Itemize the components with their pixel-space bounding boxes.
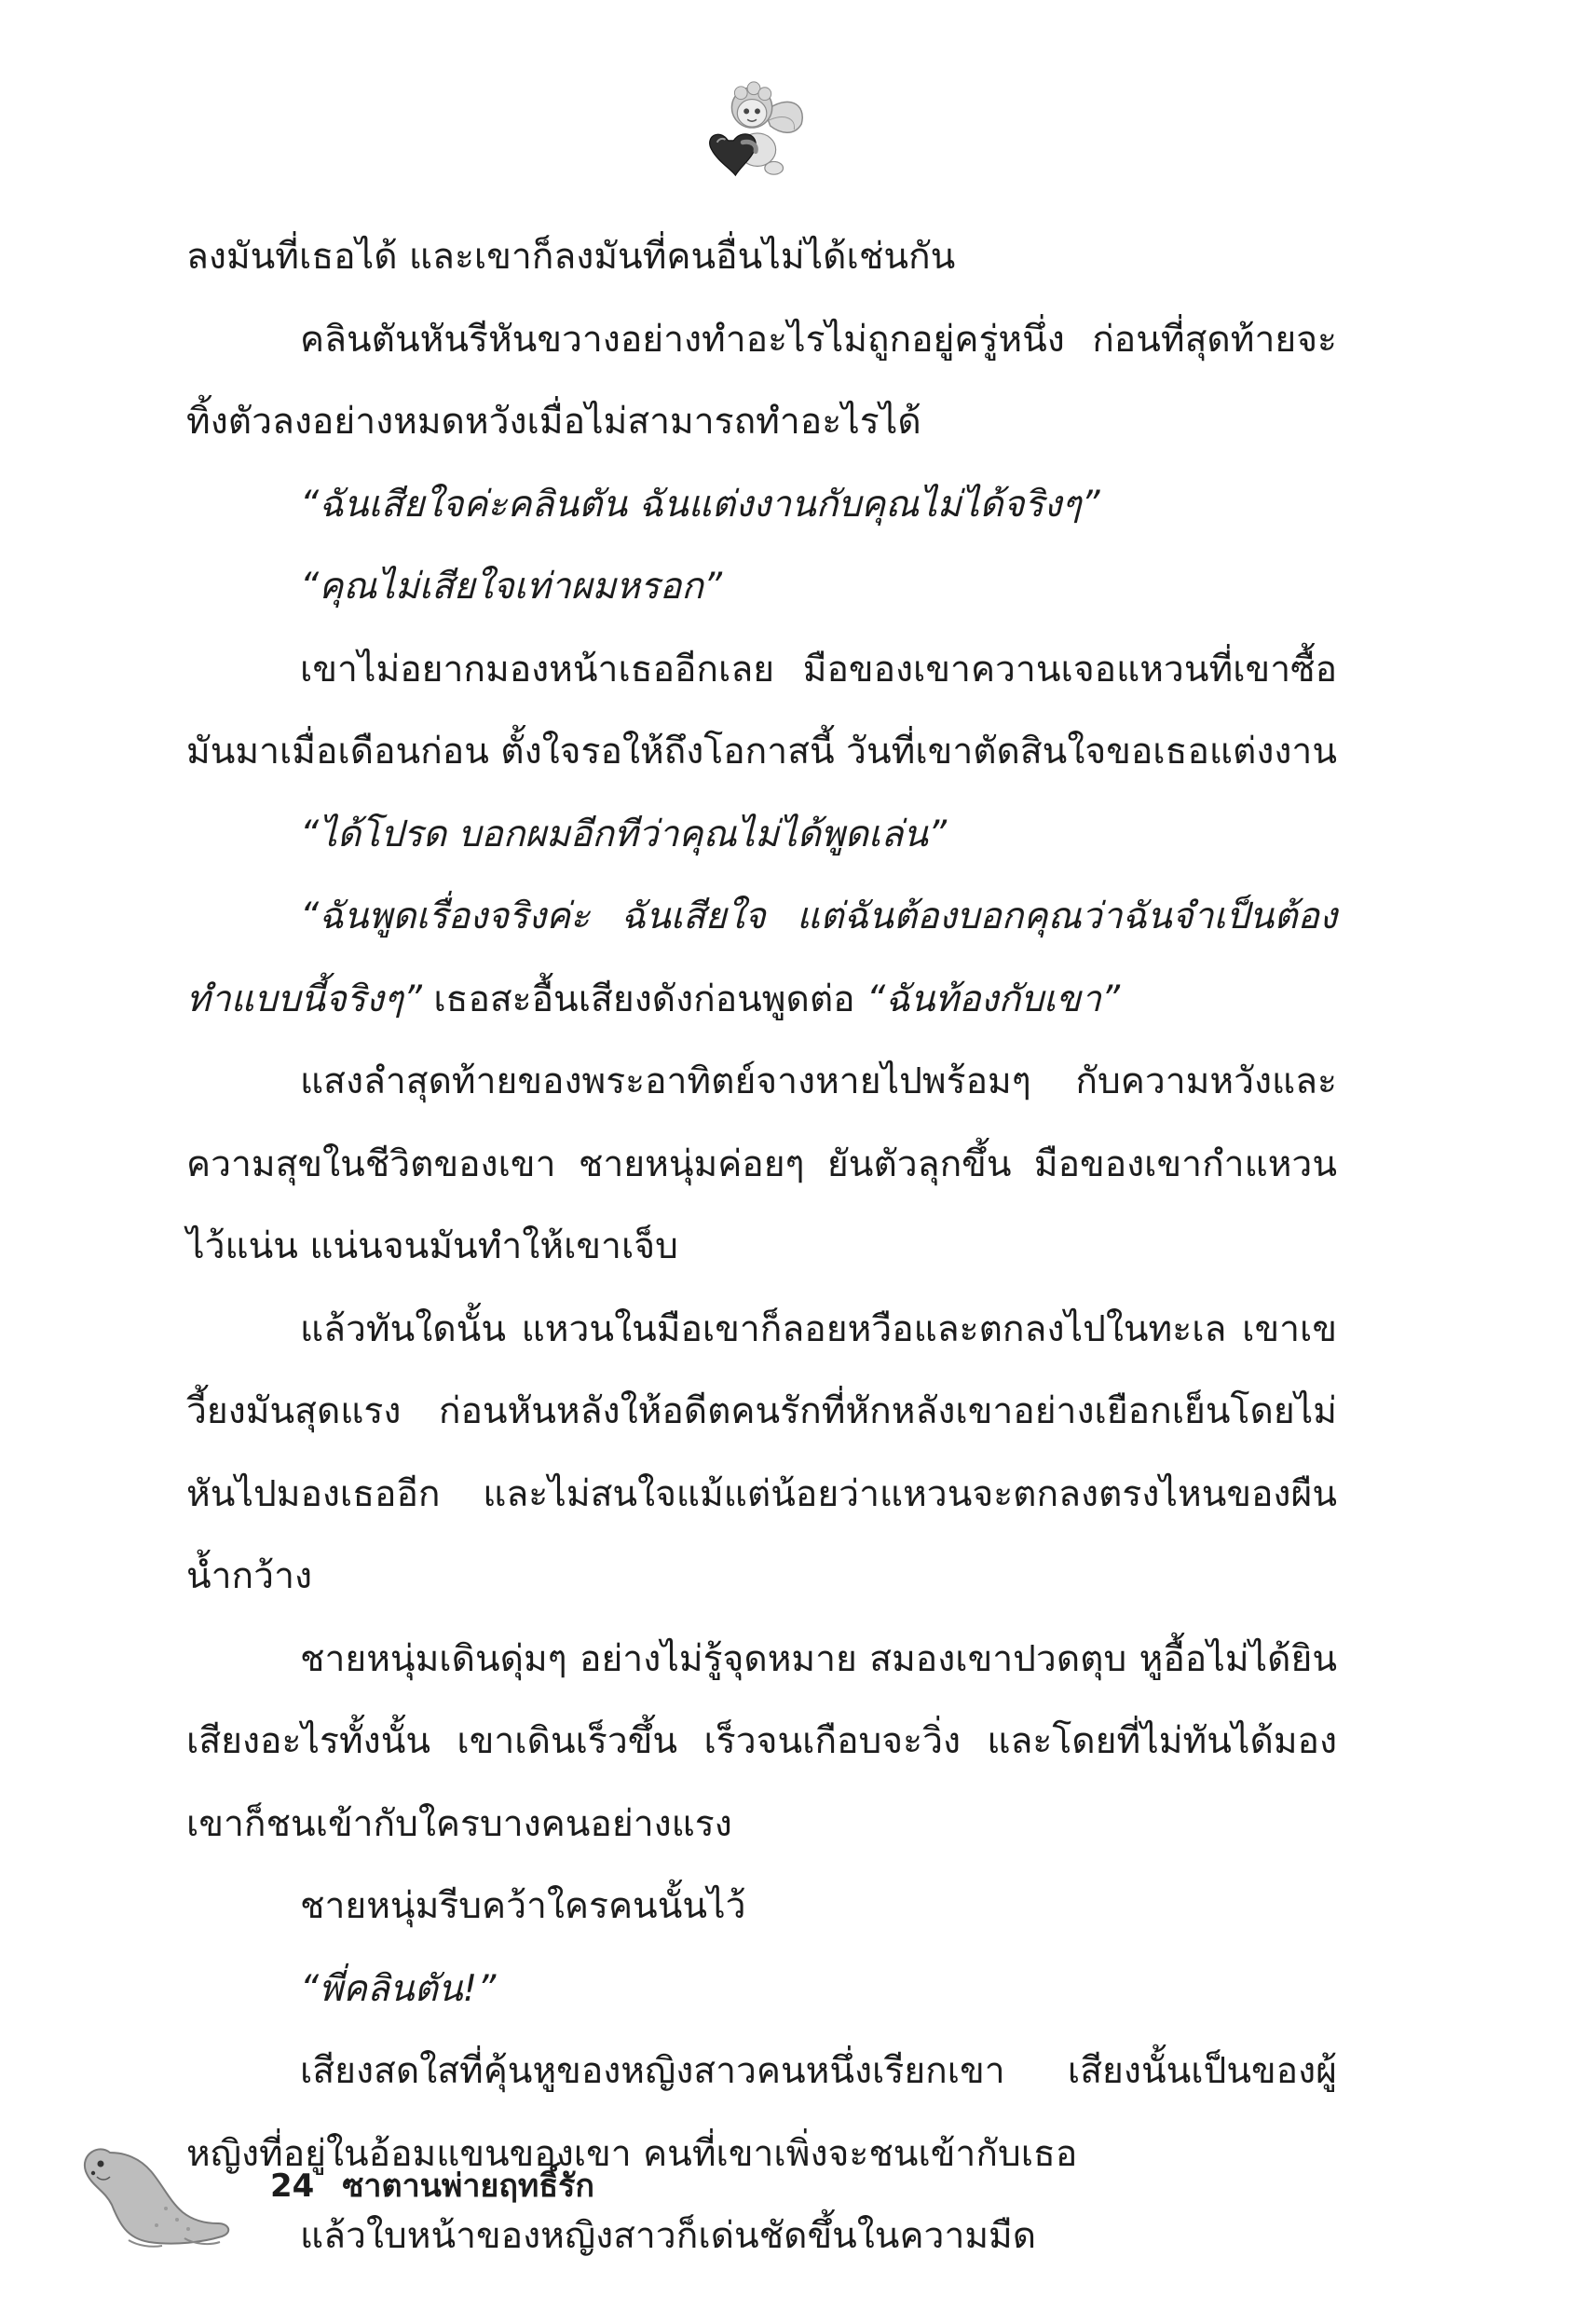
book-title: ซาตานพ่ายฤทธิ์รัก (342, 2167, 594, 2205)
paragraph-0 (186, 216, 1337, 299)
paragraph-5 (186, 794, 1337, 877)
text-run: เสียงสดใสที่คุ้นหูของหญิงสาวคนหนึ่งเรียกเขา เสียงนั้นเป็นของผู้หญิงที่อยู่ในอ้อมแขนของเขา คนที่เขาเพิ่งจะชนเข้ากับเธอ (186, 2050, 1337, 2175)
text-run: ชายหนุ่มรีบคว้าใครคนนั้นไว้ (300, 1885, 746, 1927)
paragraph-3 (186, 546, 1337, 629)
paragraph-2 (186, 464, 1337, 547)
paragraph-8 (186, 1289, 1337, 1619)
cupid-with-heart-icon (701, 76, 811, 186)
text-run-italic: “ฉันเสียใจค่ะคลินตัน ฉันแต่งงานกับคุณไม่ได้จริงๆ” (300, 483, 1100, 526)
text-run: คลินตันหันรีหันขวางอย่างทำอะไรไม่ถูกอยู่ครู่หนึ่ง ก่อนที่สุดท้ายจะทิ้งตัวลงอย่างหมดหวังเมื่อไม่สามารถทำอะไรได้ (186, 318, 1337, 443)
paragraph-7 (186, 1041, 1337, 1289)
text-run-italic: “ฉันท้องกับเขา” (866, 978, 1121, 1020)
text-run-italic: “คุณไม่เสียใจเท่าผมหรอก” (300, 566, 723, 608)
paragraph-9 (186, 1619, 1337, 1867)
text-run-italic: “ได้โปรด บอกผมอีกทีว่าคุณไม่ได้พูดเล่น” (300, 813, 948, 855)
paragraph-11 (186, 1949, 1337, 2031)
text-run: ลงมันที่เธอได้ และเขาก็ลงมันที่คนอื่นไม่ได้เช่นกัน (186, 236, 956, 278)
paragraph-6 (186, 876, 1337, 1041)
paragraph-4 (186, 629, 1337, 794)
paragraph-10 (186, 1866, 1337, 1949)
text-run-italic: “ฉันพูดเรื่องจริงค่ะ ฉันเสียใจ แต่ฉันต้องบอกคุณว่าฉันจำเป็นต้องทำแบบนี้จริงๆ” (186, 896, 1337, 1020)
paragraph-1 (186, 299, 1337, 464)
text-run-italic: “พี่คลินตัน!” (300, 1967, 497, 2010)
text-run: แล้วทันใดนั้น แหวนในมือเขาก็ลอยหวือและตกลงไปในทะเล เขาเขวี้ยงมันสุดแรง ก่อนหันหลังให้อดีตคนรักที่หักหลังเขาอย่างเยือกเย็นโดยไม่หันไปมองเธออีก และไม่สนใจแม้แต่น้อยว่าแหวนจะตกลงตรงไหนของผืนน้ำกว้าง (186, 1307, 1337, 1597)
page-footer (270, 2160, 594, 2210)
seal-icon (73, 2115, 240, 2255)
text-run: เธอสะอื้นเสียงดังก่อนพูดต่อ (421, 978, 866, 1020)
text-run: เขาไม่อยากมองหน้าเธออีกเลย มือของเขาควานเจอแหวนที่เขาซื้อมันมาเมื่อเดือนก่อน ตั้งใจรอให้ถึงโอกาสนี้ วันที่เขาตัดสินใจขอเธอแต่งงาน (186, 648, 1337, 773)
text-run: แสงลำสุดท้ายของพระอาทิตย์จางหายไปพร้อมๆ กับความหวังและความสุขในชีวิตของเขา ชายหนุ่มค่อยๆ ยันตัวลุกขึ้น มือของเขากำแหวนไว้แน่น แน่นจนมันทำให้เขาเจ็บ (186, 1060, 1337, 1267)
text-run: ชายหนุ่มเดินดุ่มๆ อย่างไม่รู้จุดหมาย สมองเขาปวดตุบ หูอื้อไม่ได้ยินเสียงอะไรทั้งนั้น เขาเดินเร็วขึ้น เร็วจนเกือบจะวิ่ง และโดยที่ไม่ทันได้มอง เขาก็ชนเข้ากับใครบางคนอย่างแรง (186, 1637, 1337, 1845)
page-number: 24 (270, 2167, 315, 2205)
story-body (186, 216, 1337, 2278)
text-run: แล้วใบหน้าของหญิงสาวก็เด่นชัดขึ้นในความมืด (300, 2215, 1037, 2257)
